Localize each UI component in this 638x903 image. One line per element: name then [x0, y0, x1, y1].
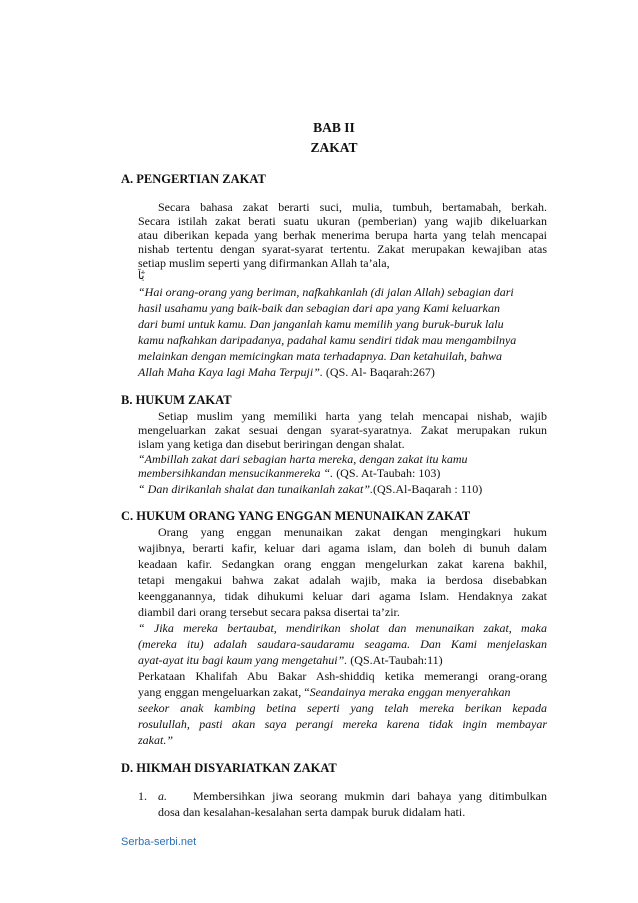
quote-line: (mereka itu) adalah saudara-saudaramu seagama. Dan Kami menjelaskan	[138, 637, 547, 651]
quote-line: seekor anak kambing betina seperti yang telah mereka berikan kepada	[138, 701, 547, 715]
quote-text: “ Dan dirikanlah shalat dan tunaikanlah zakat”.	[138, 482, 374, 496]
quote-line: rosulullah, pasti akan saya perangi mereka karena tidak ingin membayar	[138, 717, 547, 731]
paragraph-line: keadaan kafir. Sedangkan orang enggan mengelurkan zakat karena bakhil,	[138, 557, 547, 571]
quote-text: ayat-ayat itu bagi kaum yang mengetahui”.	[138, 653, 348, 667]
quote-reference: (QS.At-Taubah:11)	[347, 653, 443, 667]
quote-last-line	[138, 365, 547, 379]
paragraph-line: islam yang ketiga dan disebut beriringan dengan shalat.	[138, 437, 405, 451]
paragraph-line: Orang yang enggan menunaikan zakat dengan mengingkari hukum	[158, 525, 547, 539]
footer-site-label: Serba-serbi.net	[121, 836, 197, 848]
paragraph-line: Secara bahasa zakat berarti suci, mulia, tumbuh, bertamabah, berkah.	[158, 200, 547, 214]
quote-line: “Hai orang-orang yang beriman, nafkahkanlah (di jalan Allah) sebagian dari	[138, 285, 514, 299]
chapter-label: BAB II	[313, 120, 355, 135]
list-item-text: dosa dan kesalahan-kesalahan serta dampak buruk didalam hati.	[158, 805, 466, 819]
quote-last-line	[138, 653, 547, 667]
quote-line: “Ambillah zakat dari sebagian harta mereka, dengan zakat itu kamu	[138, 452, 468, 466]
quote-line: dari bumi untuk kamu. Dan janganlah kamu memilih yang buruk-buruk lalu	[138, 317, 504, 331]
quote-reference: (QS. Al- Baqarah:267)	[322, 365, 435, 379]
quote-line: zakat.”	[138, 733, 174, 747]
quote-line: melainkan dengan memicingkan mata terhadapnya. Dan ketahuilah, bahwa	[138, 349, 503, 363]
paragraph-line: atau diberikan kepada yang berhak menerima berupa harta yang telah mencapai	[138, 228, 547, 242]
mixed-text: yang enggan mengeluarkan zakat, “	[138, 685, 310, 699]
section-d-heading: D. HIKMAH DISYARIATKAN ZAKAT	[121, 761, 337, 775]
paragraph-line: setiap muslim seperti yang difirmankan Allah ta’ala,	[138, 256, 390, 270]
paragraph-line: Perkataan Khalifah Abu Bakar Ash-shiddiq ketika memerangi orang-orang	[138, 669, 547, 683]
quote-reference: (QS. At-Taubah: 103)	[333, 466, 441, 480]
quote-line: hasil usahamu yang baik-baik dan sebagian dari apa yang Kami keluarkan	[138, 301, 500, 315]
quote-reference: (QS.Al-Baqarah : 110)	[373, 482, 483, 496]
paragraph-line: mengeluarkan zakat sesuai dengan syarat-syaratnya. Zakat merupakan rukun	[138, 423, 547, 437]
list-letter: a.	[158, 789, 167, 803]
section-b-heading: B. HUKUM ZAKAT	[121, 393, 232, 407]
paragraph-line: Setiap muslim yang memiliki harta yang telah mencapai nishab, wajib	[158, 409, 547, 423]
paragraph-line: diambil dari orang tersebut secara paksa disertai ta’zir.	[138, 605, 400, 619]
quote-last-line	[138, 466, 547, 480]
section-a-heading: A. PENGERTIAN ZAKAT	[121, 172, 266, 186]
paragraph-line: nishab tertentu dengan syarat-syarat tertentu. Zakat merupakan kewajiban atas	[138, 242, 547, 256]
paragraph-line: wajibnya, berarti kafir, keluar dari agama islam, dan boleh di bunuh dalam	[138, 541, 547, 555]
quote-text: Allah Maha Kaya lagi Maha Terpuji”.	[138, 365, 323, 379]
section-c-heading: C. HUKUM ORANG YANG ENGGAN MENUNAIKAN ZAKAT	[121, 509, 471, 523]
quote-text: Seandainya meraka enggan menyerahkan	[309, 685, 511, 699]
quote-last-line	[138, 482, 547, 496]
list-item-text: Membersihkan jiwa seorang mukmin dari bahaya yang ditimbulkan	[193, 789, 547, 803]
arabic-verse: يٰٓاَ	[138, 270, 145, 282]
paragraph-line: keengganannya, tidak dihukumi keluar dari agama Islam. Hendaknya zakat	[138, 589, 547, 603]
mixed-line	[138, 685, 547, 699]
quote-line: kamu nafkahkan daripadanya, padahal kamu sendiri tidak mau mengambilnya	[138, 333, 517, 347]
quote-text: membersihkandan mensucikanmereka “.	[138, 466, 334, 480]
paragraph-line: tetapi mengakui bahwa zakat adalah wajib, maka ia berdosa disebabkan	[138, 573, 547, 587]
quote-line: “ Jika mereka bertaubat, mendirikan sholat dan menunaikan zakat, maka	[138, 621, 547, 635]
paragraph-line: Secara istilah zakat berati suatu ukuran (pemberian) yang wajib dikeluarkan	[138, 214, 547, 228]
list-number: 1.	[138, 789, 147, 803]
chapter-title: ZAKAT	[310, 140, 358, 155]
